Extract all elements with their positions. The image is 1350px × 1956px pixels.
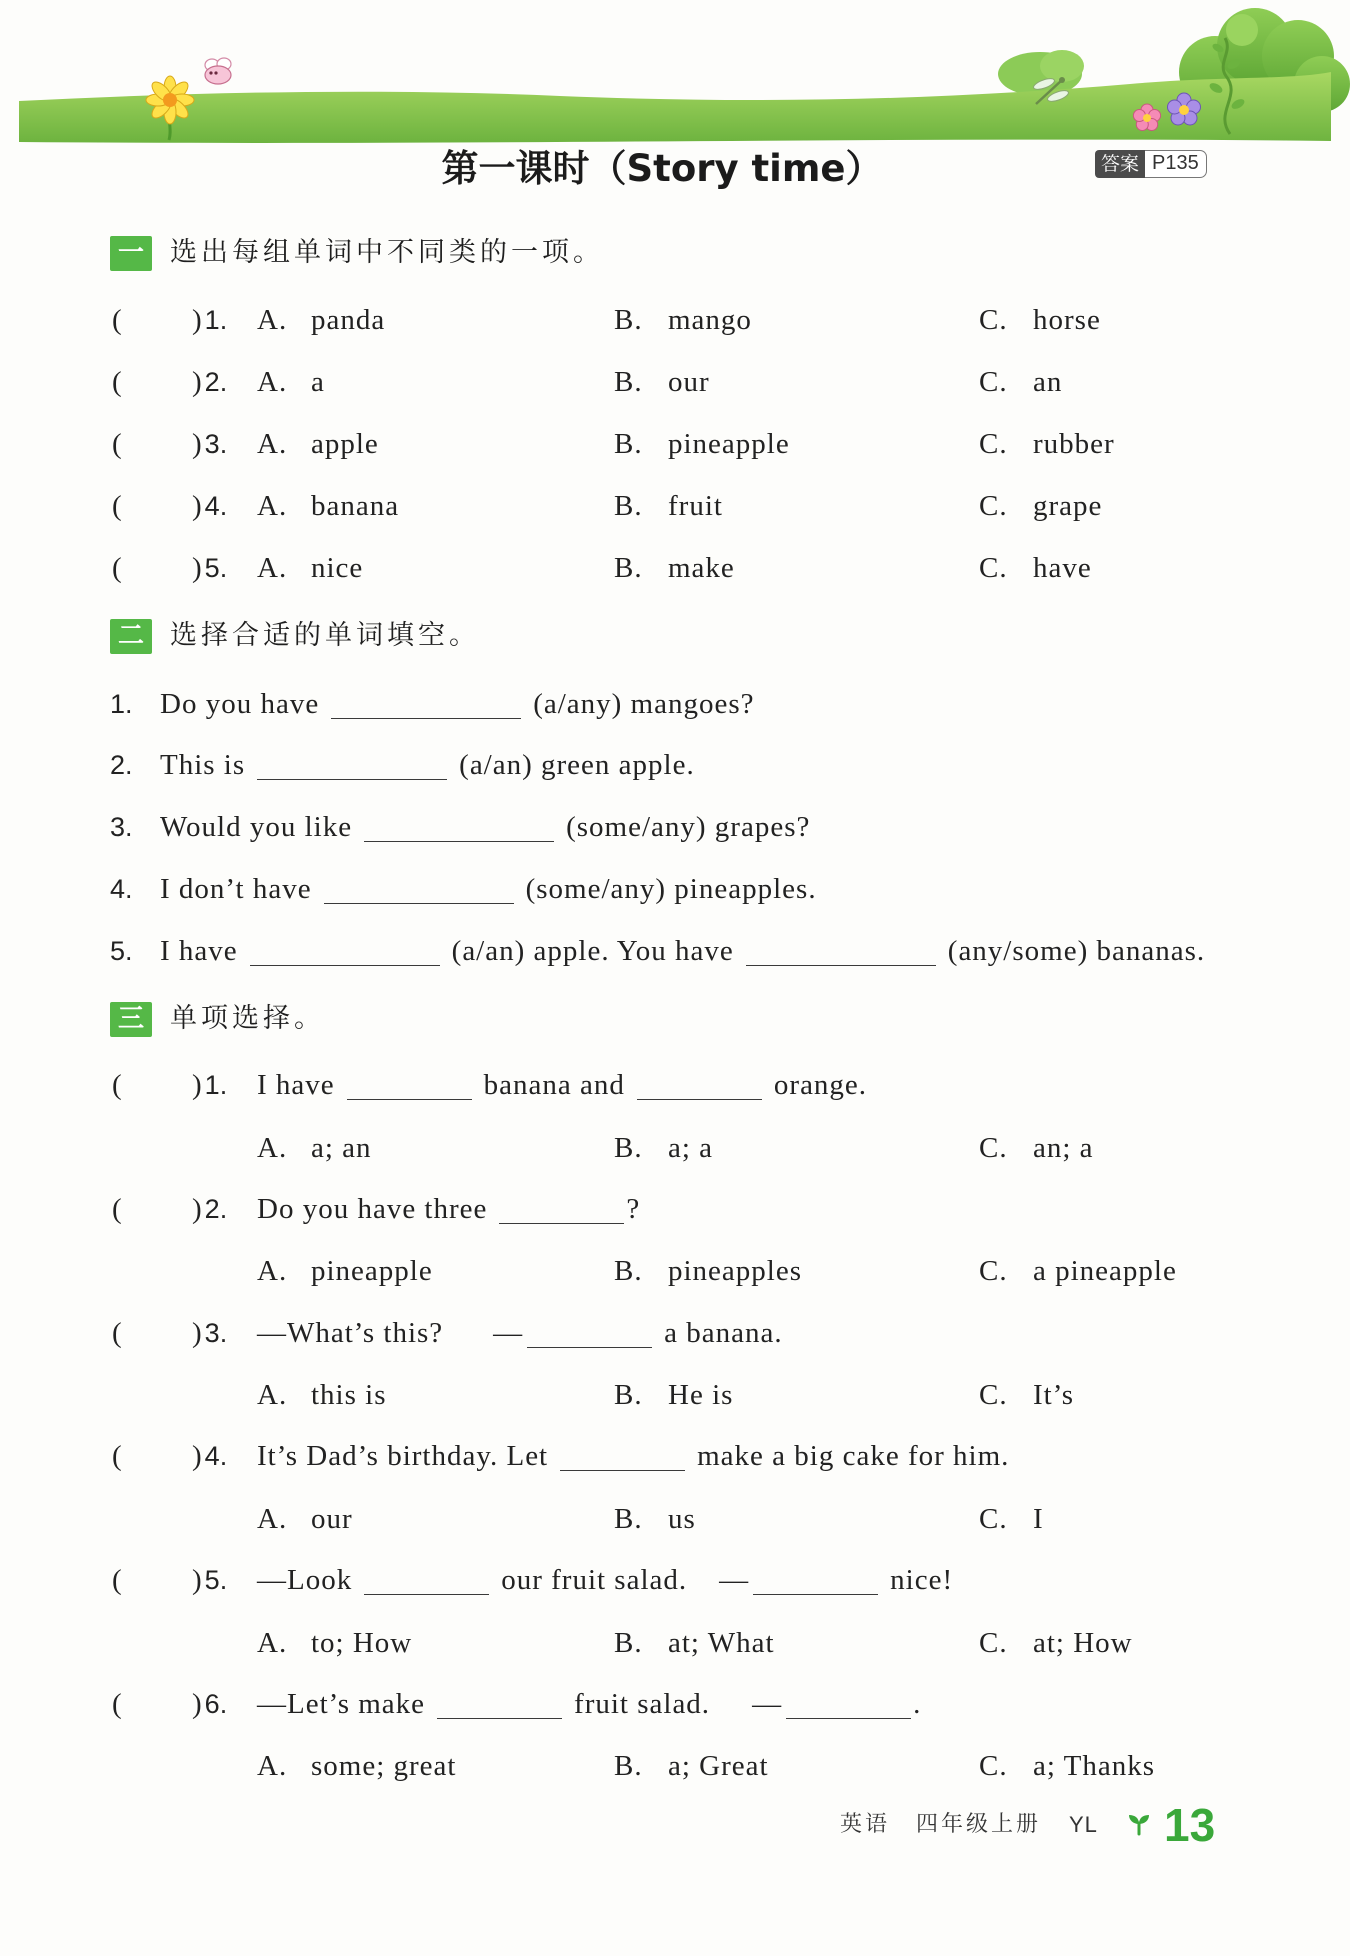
item-number: 2. — [110, 750, 133, 780]
answer-blank — [560, 1470, 685, 1471]
stem-part: —Look — [257, 1564, 353, 1596]
s3-question-1-options — [0, 1128, 1350, 1168]
answer-bracket-open: ( — [112, 1440, 123, 1472]
item-sentence — [160, 931, 1205, 971]
section1-number-badge: 一 — [110, 236, 152, 271]
question-number-label: 4. — [204, 491, 228, 521]
answer-badge-page: P135 — [1145, 150, 1207, 178]
option-letter: B. — [614, 1255, 643, 1287]
option-letter: C. — [979, 1132, 1008, 1164]
option-text: an — [1033, 366, 1063, 398]
stem-part: a banana. — [664, 1317, 783, 1349]
answer-blank — [364, 841, 554, 842]
answer-bracket-open: ( — [112, 1564, 123, 1596]
sentence-part: (a/any) mangoes? — [533, 688, 755, 720]
question-number-label: 3. — [204, 429, 228, 459]
question-stem — [257, 1436, 1009, 1476]
option-text: a — [311, 366, 325, 398]
answer-blank — [753, 1594, 878, 1595]
option-a — [257, 362, 325, 402]
option-letter: C. — [979, 1750, 1008, 1782]
s3-question-1 — [0, 1065, 1350, 1105]
option-letter: A. — [257, 1132, 288, 1164]
option-b — [614, 300, 752, 340]
s3-question-4-options — [0, 1499, 1350, 1539]
option-text: a; a — [668, 1132, 714, 1164]
answer-bracket-open: ( — [112, 304, 123, 336]
s3-question-6-options — [0, 1746, 1350, 1786]
option-letter: C. — [979, 366, 1008, 398]
question-number — [192, 424, 227, 464]
stem-part: nice! — [890, 1564, 954, 1596]
section1-instruction: 选出每组单词中不同类的一项。 — [170, 237, 604, 268]
question-number — [192, 1065, 227, 1105]
option-letter: C. — [979, 490, 1008, 522]
option-letter: B. — [614, 366, 643, 398]
stem-part: —Let’s make — [257, 1688, 426, 1720]
answer-badge-label: 答案 — [1095, 150, 1145, 178]
answer-blank — [331, 718, 521, 719]
stem-part: banana and — [483, 1069, 625, 1101]
option-letter: B. — [614, 1503, 643, 1535]
answer-blank — [324, 903, 514, 904]
option-letter: A. — [257, 428, 288, 460]
option-letter: B. — [614, 428, 643, 460]
answer-blank — [786, 1718, 911, 1719]
answer-blank — [527, 1347, 652, 1348]
option-letter: A. — [257, 1750, 288, 1782]
option-letter: B. — [614, 490, 643, 522]
answer-badge — [1095, 150, 1207, 178]
answer-bracket-close: ) — [192, 428, 203, 460]
option-letter: A. — [257, 1379, 288, 1411]
option-letter: B. — [614, 1627, 643, 1659]
option-c — [979, 424, 1115, 464]
option-letter: C. — [979, 1627, 1008, 1659]
option-letter: A. — [257, 490, 288, 522]
option-text: to; How — [311, 1627, 413, 1659]
question-number — [192, 1436, 227, 1476]
answer-bracket-close: ) — [192, 304, 203, 336]
sentence-part: I don’t have — [160, 873, 312, 905]
option-c — [979, 1746, 1155, 1786]
option-c — [979, 548, 1092, 588]
option-text: grape — [1033, 490, 1103, 522]
answer-bracket-close: ) — [192, 490, 203, 522]
page-title: 第一课时（Story time） — [441, 147, 883, 190]
answer-bracket-open: ( — [112, 366, 123, 398]
option-letter: B. — [614, 1379, 643, 1411]
question-number — [192, 1684, 227, 1724]
option-text: banana — [311, 490, 400, 522]
option-text: fruit — [668, 490, 723, 522]
question-number — [192, 486, 227, 526]
answer-bracket-close: ) — [192, 1069, 203, 1101]
answer-blank — [347, 1099, 472, 1100]
s3-question-3-options — [0, 1375, 1350, 1415]
option-a — [257, 1375, 387, 1415]
item-sentence — [160, 745, 695, 785]
s2-item-2 — [0, 745, 1350, 785]
option-text: pineapple — [311, 1255, 433, 1287]
stem-part: our fruit salad. — [501, 1564, 688, 1596]
sentence-part: (some/any) pineapples. — [525, 873, 817, 905]
s1-question-1 — [0, 300, 1350, 340]
option-text: nice — [311, 552, 364, 584]
answer-bracket-open: ( — [112, 1193, 123, 1225]
s1-question-4 — [0, 486, 1350, 526]
option-b — [614, 362, 710, 402]
item-number: 5. — [110, 936, 133, 966]
option-text: have — [1033, 552, 1092, 584]
item-number: 1. — [110, 689, 133, 719]
sentence-part: (a/an) green apple. — [459, 749, 695, 781]
answer-blank — [746, 965, 936, 966]
question-stem — [257, 1313, 783, 1353]
option-text: a; an — [311, 1132, 372, 1164]
question-number-label: 2. — [204, 1194, 228, 1224]
option-letter: B. — [614, 1750, 643, 1782]
option-letter: C. — [979, 428, 1008, 460]
option-letter: C. — [979, 552, 1008, 584]
option-b — [614, 1375, 733, 1415]
option-text: our — [311, 1503, 353, 1535]
option-text: rubber — [1033, 428, 1115, 460]
option-letter: B. — [614, 304, 643, 336]
section2-instruction: 选择合适的单词填空。 — [170, 620, 480, 651]
s2-item-1 — [0, 684, 1350, 724]
answer-blank — [437, 1718, 562, 1719]
option-text: a pineapple — [1033, 1255, 1177, 1287]
option-text: pineapple — [668, 428, 790, 460]
option-text: apple — [311, 428, 379, 460]
sentence-part: Do you have — [160, 688, 320, 720]
item-number: 3. — [110, 812, 133, 842]
option-text: mango — [668, 304, 752, 336]
option-c — [979, 300, 1101, 340]
item-sentence — [160, 807, 810, 847]
answer-bracket-close: ) — [192, 1193, 203, 1225]
option-letter: C. — [979, 1379, 1008, 1411]
s3-question-4 — [0, 1436, 1350, 1476]
option-a — [257, 1251, 433, 1291]
option-b — [614, 424, 790, 464]
question-number-label: 2. — [204, 367, 228, 397]
s2-item-3 — [0, 807, 1350, 847]
s3-question-3 — [0, 1313, 1350, 1353]
item-sentence — [160, 869, 817, 909]
item-number: 4. — [110, 874, 133, 904]
answer-bracket-close: ) — [192, 1440, 203, 1472]
question-stem — [257, 1684, 921, 1724]
option-a — [257, 1623, 412, 1663]
section3-header — [110, 1001, 325, 1037]
section2-header — [110, 618, 480, 654]
question-number — [192, 548, 227, 588]
stem-part: —What’s this? — [257, 1317, 444, 1349]
option-text: panda — [311, 304, 386, 336]
answer-bracket-close: ) — [192, 1688, 203, 1720]
s2-item-5 — [0, 931, 1350, 971]
question-number-label: 4. — [204, 1441, 228, 1471]
option-a — [257, 300, 385, 340]
option-a — [257, 548, 363, 588]
answer-bracket-close: ) — [192, 1317, 203, 1349]
section3-instruction: 单项选择。 — [170, 1003, 325, 1034]
s2-item-4 — [0, 869, 1350, 909]
option-b — [614, 1128, 713, 1168]
sentence-part: (some/any) grapes? — [566, 811, 811, 843]
stem-part: It’s Dad’s birthday. Let — [257, 1440, 549, 1472]
option-text: It’s — [1033, 1379, 1075, 1411]
footer-grade: 四年级上册 — [916, 1812, 1042, 1837]
option-letter: B. — [614, 552, 643, 584]
option-c — [979, 1128, 1094, 1168]
stem-part: fruit salad. — [574, 1688, 711, 1720]
s3-question-5 — [0, 1560, 1350, 1600]
option-text: an; a — [1033, 1132, 1094, 1164]
option-text: our — [668, 366, 710, 398]
option-letter: C. — [979, 304, 1008, 336]
option-a — [257, 424, 379, 464]
sentence-part: I have — [160, 935, 238, 967]
s3-question-6 — [0, 1684, 1350, 1724]
stem-part: . — [913, 1688, 922, 1720]
option-letter: C. — [979, 1255, 1008, 1287]
question-stem — [257, 1065, 867, 1105]
option-letter: C. — [979, 1503, 1008, 1535]
question-number — [192, 362, 227, 402]
question-number — [192, 300, 227, 340]
answer-bracket-close: ) — [192, 1564, 203, 1596]
option-text: at; How — [1033, 1627, 1133, 1659]
answer-bracket-open: ( — [112, 552, 123, 584]
option-c — [979, 1375, 1074, 1415]
answer-blank — [364, 1594, 489, 1595]
option-text: some; great — [311, 1750, 457, 1782]
stem-part: ? — [626, 1193, 641, 1225]
grass-banner — [0, 0, 1350, 150]
reply-dash: — — [719, 1564, 750, 1596]
reply-dash: — — [493, 1317, 524, 1349]
option-letter: A. — [257, 1627, 288, 1659]
s1-question-5 — [0, 548, 1350, 588]
footer-edition: YL — [1069, 1812, 1098, 1837]
option-letter: A. — [257, 1503, 288, 1535]
s1-question-2 — [0, 362, 1350, 402]
option-text: I — [1033, 1503, 1044, 1535]
answer-blank — [499, 1223, 624, 1224]
option-c — [979, 1251, 1177, 1291]
question-stem — [257, 1189, 640, 1229]
option-text: a; Thanks — [1033, 1750, 1156, 1782]
question-number-label: 3. — [204, 1318, 228, 1348]
option-a — [257, 1746, 456, 1786]
stem-part: orange. — [773, 1069, 868, 1101]
option-letter: A. — [257, 1255, 288, 1287]
item-sentence — [160, 684, 755, 724]
section1-header — [110, 235, 604, 271]
answer-bracket-open: ( — [112, 1317, 123, 1349]
answer-bracket-close: ) — [192, 552, 203, 584]
s1-question-3 — [0, 424, 1350, 464]
option-c — [979, 486, 1102, 526]
option-text: pineapples — [668, 1255, 803, 1287]
sentence-part: Would you like — [160, 811, 353, 843]
sprout-icon — [1127, 1812, 1151, 1836]
option-text: at; What — [668, 1627, 775, 1659]
answer-blank — [257, 779, 447, 780]
sentence-part: (any/some) bananas. — [947, 935, 1206, 967]
option-text: make — [668, 552, 735, 584]
question-number-label: 1. — [204, 305, 228, 335]
stem-part: make a big cake for him. — [697, 1440, 1010, 1472]
option-b — [614, 486, 723, 526]
option-text: horse — [1033, 304, 1101, 336]
s3-question-2-options — [0, 1251, 1350, 1291]
answer-blank — [250, 965, 440, 966]
question-number-label: 5. — [204, 553, 228, 583]
page-number: 13 — [1164, 1799, 1216, 1851]
answer-bracket-open: ( — [112, 490, 123, 522]
s3-question-5-options — [0, 1623, 1350, 1663]
option-c — [979, 362, 1062, 402]
question-number-label: 6. — [204, 1689, 228, 1719]
footer-subject: 英语 — [840, 1812, 891, 1837]
option-c — [979, 1623, 1133, 1663]
answer-bracket-close: ) — [192, 366, 203, 398]
question-number-label: 5. — [204, 1565, 228, 1595]
option-text: He is — [668, 1379, 734, 1411]
option-text: this is — [311, 1379, 387, 1411]
option-a — [257, 1128, 372, 1168]
option-letter: A. — [257, 304, 288, 336]
option-c — [979, 1499, 1044, 1539]
answer-blank — [637, 1099, 762, 1100]
question-number — [192, 1560, 227, 1600]
option-letter: B. — [614, 1132, 643, 1164]
sentence-part: This is — [160, 749, 246, 781]
question-number — [192, 1313, 227, 1353]
answer-bracket-open: ( — [112, 428, 123, 460]
question-stem — [257, 1560, 953, 1600]
question-number-label: 1. — [204, 1070, 228, 1100]
answer-bracket-open: ( — [112, 1688, 123, 1720]
s3-question-2 — [0, 1189, 1350, 1229]
sentence-part: (a/an) apple. You have — [451, 935, 734, 967]
option-text: us — [668, 1503, 696, 1535]
option-b — [614, 1251, 802, 1291]
option-letter: A. — [257, 552, 288, 584]
question-number — [192, 1189, 227, 1229]
option-a — [257, 1499, 353, 1539]
section3-number-badge: 三 — [110, 1002, 152, 1037]
reply-dash: — — [752, 1688, 783, 1720]
option-b — [614, 1623, 775, 1663]
section2-number-badge: 二 — [110, 619, 152, 654]
option-letter: A. — [257, 366, 288, 398]
option-text: a; Great — [668, 1750, 769, 1782]
option-a — [257, 486, 399, 526]
option-b — [614, 1499, 696, 1539]
option-b — [614, 1746, 769, 1786]
bee-icon — [205, 58, 231, 84]
answer-bracket-open: ( — [112, 1069, 123, 1101]
stem-part: Do you have three — [257, 1193, 488, 1225]
stem-part: I have — [257, 1069, 335, 1101]
option-b — [614, 548, 735, 588]
